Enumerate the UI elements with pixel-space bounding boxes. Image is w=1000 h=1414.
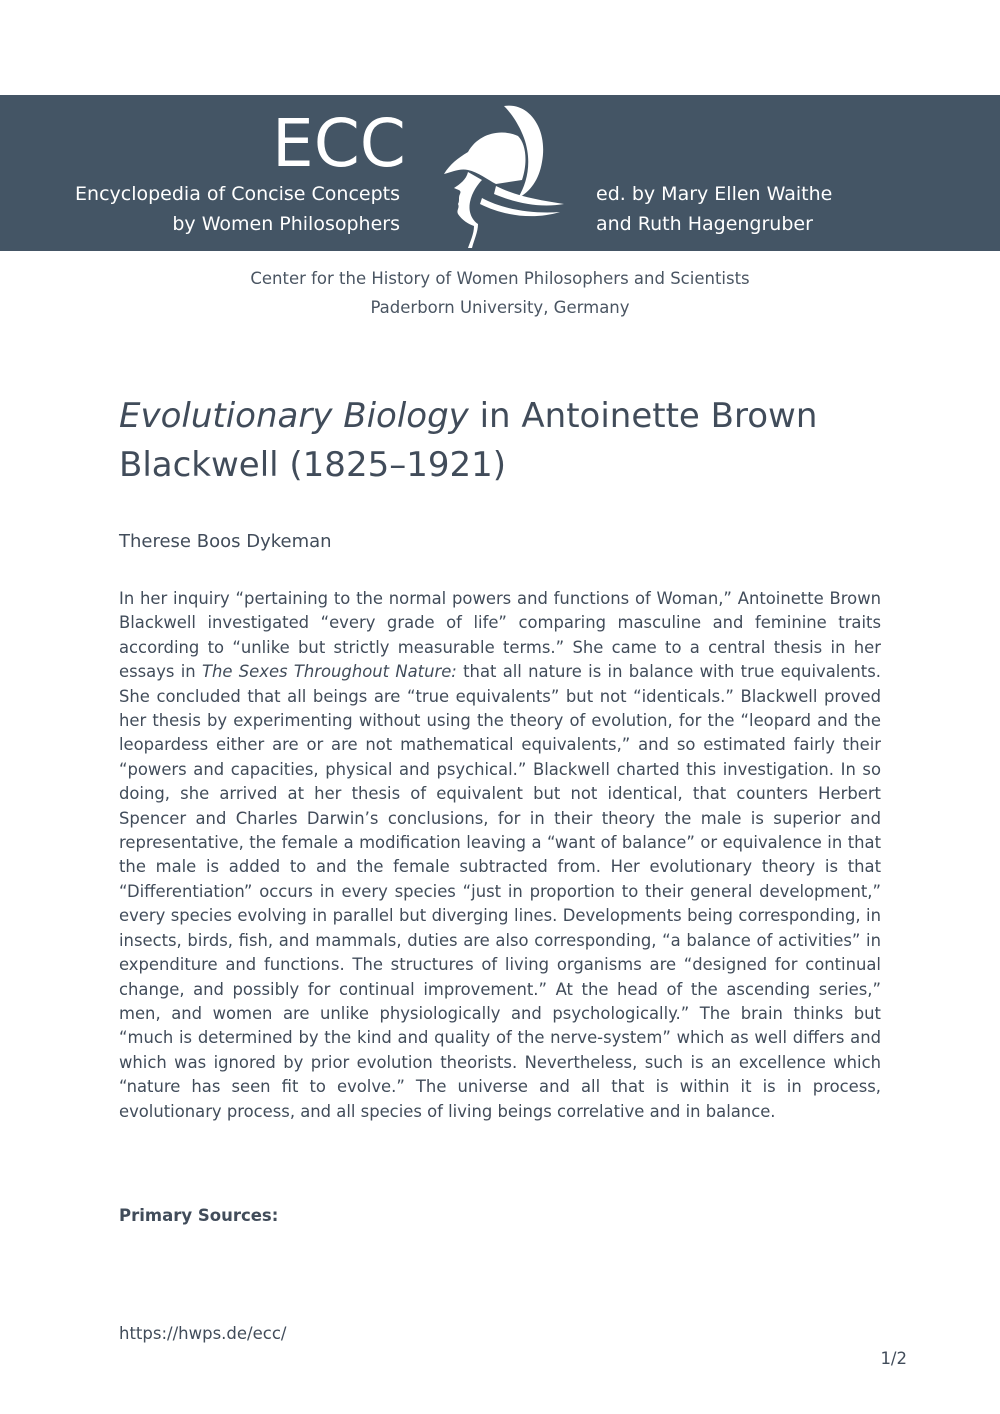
article-title bbox=[119, 392, 879, 490]
editors-line1: ed. by Mary Ellen Waithe bbox=[596, 183, 833, 205]
institution-line2: Paderborn University, Germany bbox=[370, 298, 630, 317]
helmeted-head-icon bbox=[438, 100, 568, 250]
footer-url-link[interactable]: https://hwps.de/ecc/ bbox=[119, 1324, 287, 1343]
editors bbox=[596, 179, 832, 239]
article-body bbox=[119, 587, 881, 1124]
institution-line1: Center for the History of Women Philosophers and Scientists bbox=[250, 269, 750, 288]
institution-info bbox=[0, 264, 1000, 322]
page-number: 1/2 bbox=[880, 1349, 907, 1368]
header-banner bbox=[0, 95, 1000, 251]
primary-sources-heading: Primary Sources: bbox=[119, 1206, 279, 1225]
encyclopedia-title bbox=[75, 179, 400, 239]
article-title-rest: in Antoinette Brown Blackwell (1825–1921) bbox=[119, 396, 818, 485]
article-body-book-title: The Sexes Throughout Nature: bbox=[201, 662, 457, 682]
article-title-italic: Evolutionary Biology bbox=[119, 396, 469, 436]
article-author: Therese Boos Dykeman bbox=[119, 531, 332, 552]
editors-line2: and Ruth Hagengruber bbox=[596, 213, 813, 235]
article-body-part1: In her inquiry “pertaining to the normal powers and functions of Woman,” Antoinette Brown Blackwell investigated “every grade of life” comparing masculine and feminine traits according to “unlike but strictly measurable terms.” She came to a central thesis in her essays in bbox=[119, 589, 881, 682]
article-body-part2: that all nature is in balance with true equivalents. She concluded that all beings are “true equivalents” but not “identicals.” Blackwell proved her thesis by experimenting without using the theory of evolution, for the “leopard and the leopardess either are or are not mathematical equivalents,” and so estimated fairly their “powers and capacities, physical and psychical.” Blackwell charted this investigation. In so doing, she arrived at her thesis of equivalent but not identical, that counters Herbert Spencer and Charles Darwin’s conclusions, for in their theory the male is superior and representative, the female a modification leaving a “want of balance” or equivalence in that the male is added to and the female subtracted from. Her evolutionary theory is that “Differentiation” occurs in every species “just in proportion to their general development,” every species evolving in parallel but diverging lines. Developments being corresponding, in insects, birds, fish, and mammals, duties are also corresponding, “a balance of activities” in expenditure and functions. The structures of living organisms are “designed for continual change, and possibly for continual improvement.” At the head of the ascending series,” men, and women are unlike physiologically and psychologically.” The brain thinks but “much is determined by the kind and quality of the nerve-system” which as well differs and which was ignored by prior evolution theorists. Nevertheless, such is an excellence which “nature has seen fit to evolve.” The universe and all that is within it is in process, evolutionary process, and all species of living beings correlative and in balance. bbox=[119, 662, 881, 1121]
ecc-logo-text: ECC bbox=[272, 105, 406, 182]
encyclopedia-title-line1: Encyclopedia of Concise Concepts bbox=[75, 183, 400, 205]
encyclopedia-title-line2: by Women Philosophers bbox=[172, 213, 400, 235]
